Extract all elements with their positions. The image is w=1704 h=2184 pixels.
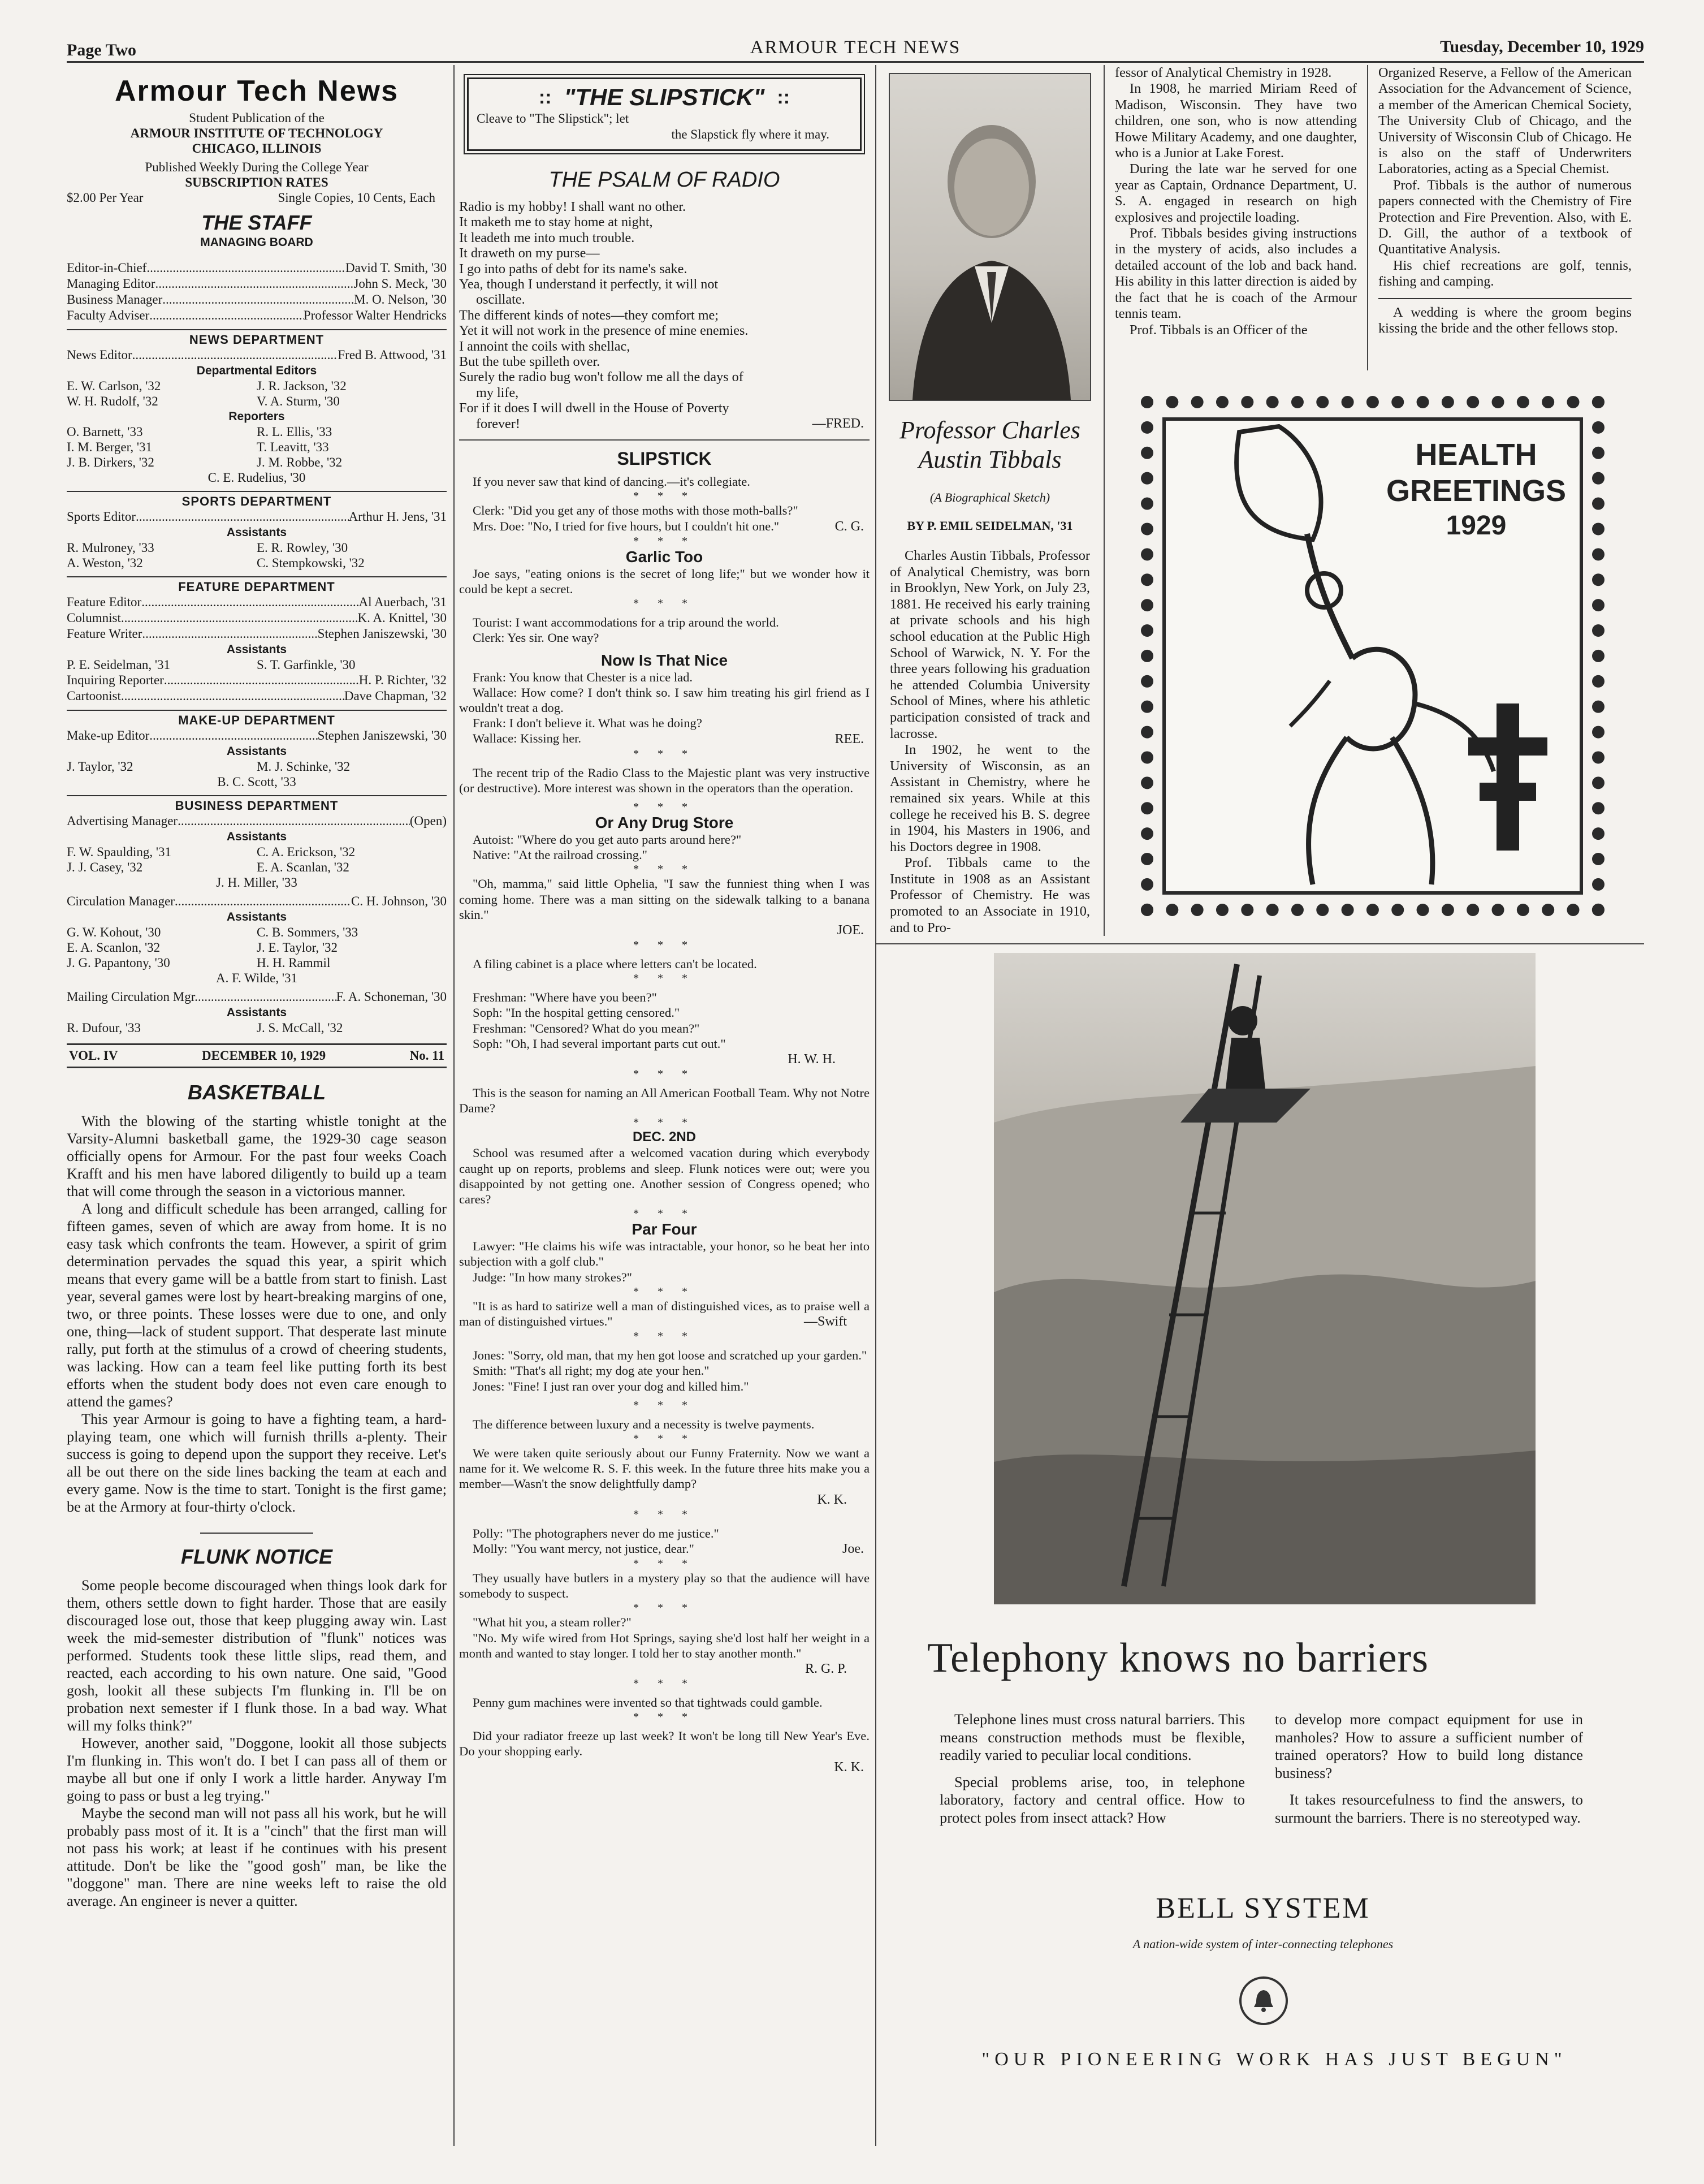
staff-row: News Editor ..... Fred B. Attwood, '31 <box>67 347 447 363</box>
flunk-heading: FLUNK NOTICE <box>181 1545 332 1568</box>
column-divider <box>1104 65 1105 936</box>
section-rule <box>459 439 870 441</box>
sub-heading: Assistants <box>226 526 287 539</box>
slipstick-column: :: "THE SLIPSTICK" :: Cleave to "The Slipstick"; let the Slapstick fly where it may. THE PSALM OF RADIO Radio is my hobby! I shall want no other. It maketh me to stay home at night, It leadeth me into much trouble. It draweth on my purse— I go into paths of debt for its name's sake. Yea, though I understand it perfectly, it will not oscillate. The different kinds of notes—they comfort me; Yet it will not work in the presence of mine enemies. I annoint the coils with shellac, But the tube spilleth over. Surely the radio bug won't follow me all the days of my life, For if it does I will dwell in the House of Poverty forever! —FRED. SLIPSTICK If you never saw that kind of dancing.—it's collegiate. * * * Clerk: "Did you get any of those moths with those moth-balls?" Mrs. Doe: "No, I tried for five hours, but I couldn't hit one." C. G. * * * Garlic Too Joe says, "eating onions is the secret of long life;" but we wonder how it could be kept a secret. * * * Tourist: I want accommodations for a trip around the world. Clerk: Yes sir. One way? Now Is That Nice Frank: You know that Chester is a nice lad. Wallace: How come? I don't think so. I saw him treating his girl friend as I wouldn't treat a dog. Frank: I don't believe it. What was he doing? Wallace: Kissing her. REE. * * * The recent trip of the Radio Class to the Majestic plant was very instructive (or destructive). More interest was shown in the operators than the operation. * * * Or Any Drug Store Autoist: "Where do you get auto parts around here?" Native: "At the railroad crossing." * * * "Oh, mamma," said little Ophelia, "I saw the funniest thing when I was coming home. There was a man sitting on the sidewalk talking to a banana skin." JOE. * * * A filing cabinet is a place where letters can't be located. * * * Freshman: "Where have you been?" Soph: "In the hospital getting censored." Freshman: "Censored? What do you mean?" Soph: "Oh, I had several important parts cut out." H. W. H. * * * This is the season for naming an All American Football Team. Why not Notre Dame? * * * DEC. 2ND School was resumed after a welcomed vacation during which everybody caught up on reports, problems and sleep. Flunk notices were out; were you disappointed by not getting one. Another session of Congress opened; who cares? * * * Par Four Lawyer: "He claims his wife was intractable, your honor, so he beat her into subjection with a golf club." Judge: "In how many strokes?" * * * "It is as hard to satirize well a man of distinguished vices, as to praise well a man of distinguished virtues." —Swift * * * Jones: "Sorry, old man, that my hen got loose and scratched up your garden." Smith: "That's all right; my dog ate your hen." Jones: "Fine! I just ran over your dog and killed him." * * * The difference between luxury and a necessity is twelve payments. * * * We were taken quite seriously about our Funny Fraternity. Now we want a name for it. We welcome R. S. F. this week. In the future three hits make you a member—Wasn't the snow delightfully damp? K. K. * * * Polly: "The photographers never do me justice." Molly: "You want mercy, not justice, dear." Joe. * * * They usually have butlers in a mystery play so that the audience will have somebody to suspect. * * * "What hit you, a steam roller?" "No. My wife wired from Hot Springs, saying she'd lost half her weight in a month and wanted to stay longer. I told her to stay another month." R. G. P. * * * Penny gum machines were invented so that tightwads could gamble. * * * Did your radiator freeze up last week? It won't be long till New Year's Eve. Do your shopping early. K. K. <box>459 65 870 2146</box>
biography-end: Organized Reserve, a Fellow of the American Association for the Advancement of Science, a member of the American Chemical Society, The University Club of Chicago, and the University of Wisconsin Club of Chicago. He is also on the staff of Underwriters Laboratories, acting as a Special Chemist. Prof. Tibbals is the author of numerous papers connected with the Chemistry of Fire Protection and Fire Prevention. Also, with E. D. Gill, the author of a textbook of Quantitative Analysis. His chief recreations are golf, tennis, fishing and camping. A wedding is where the groom begins kissing the bride and the other fellows stop. <box>1378 65 1632 336</box>
staff-single: J. H. Miller, '33 <box>216 875 297 890</box>
flunk-paragraph: Maybe the second man will not pass all his work, but he will probably pass most of it. It is a "cinch" that the first man will not pass his work; at least if he continues with his present attitude. Don't be like the "good gosh" man, be like the "doggone" man. There are nine weeks left to raise the old average. An engineer is never a quitter. <box>67 1805 447 1909</box>
staff-heading: THE STAFF <box>201 211 312 234</box>
bell-icon <box>1249 1987 1278 2015</box>
masthead-title: Armour Tech News <box>114 75 399 107</box>
psalm-poem: Radio is my hobby! I shall want no other. It maketh me to stay home at night, It leadeth me into much trouble. It draweth on my purse— I go into paths of debt for its name's sake. Yea, though I understand it perfectly, it will not oscillate. The different kinds of notes—they comfort me; Yet it will not work in the presence of mine enemies. I annoint the coils with shellac, But the tube spilleth over. Surely the radio bug won't follow me all the days of my life, For if it does I will dwell in the House of Poverty forever! —FRED. <box>459 199 864 431</box>
sub-heading: Reporters <box>228 410 285 423</box>
page-number: Page Two <box>67 41 137 59</box>
sub-heading: Departmental Editors <box>196 364 317 377</box>
sub-heading: Assistants <box>226 1006 287 1019</box>
staff-row: Editor-in-Chief ..... David T. Smith, '30 <box>67 260 447 276</box>
slipstick-box: :: "THE SLIPSTICK" :: Cleave to "The Slipstick"; let the Slapstick fly where it may. <box>467 77 862 151</box>
slipstick-title: "THE SLIPSTICK" <box>564 84 765 110</box>
staff-pair: P. E. Seidelman, '31 S. T. Garfinkle, '30 <box>67 658 356 672</box>
basketball-paragraph: A long and difficult schedule has been arranged, calling for fifteen games, seven of which are away from home. It is no easy task which confronts the team. However, a spirit of grim determination pervades the squad this year, a spirit which means that every game will be a battle from start to finish. Last year, several games were lost by heart-breaking margins of one, two, or three points. These losses were due to one, and only one, thing—lack of student support. That desperate last minute rally, put forth at the stimulus of a crowd of cheering students, was lacking. How can a team feel like putting forth its best efforts when the student body does not even care enough to attend the games? <box>67 1201 447 1410</box>
wedding-quip: A wedding is where the groom begins kissing the bride and the other fellows stop. <box>1378 304 1632 336</box>
staff-pair: R. Dufour, '33 J. S. McCall, '32 <box>67 1021 343 1035</box>
staff-pair: E. W. Carlson, '32 J. R. Jackson, '32 <box>67 379 347 393</box>
section-rule <box>200 1533 313 1534</box>
staff-row: Business Manager ..... M. O. Nelson, '30 <box>67 292 447 308</box>
staff-pair: J. J. Casey, '32 E. A. Scanlan, '32 <box>67 860 349 874</box>
staff-row: Columnist ..... K. A. Knittel, '30 <box>67 610 447 626</box>
ad-illustration <box>994 953 1536 1604</box>
page-header <box>67 35 1644 60</box>
staff-row: Sports Editor ..... Arthur H. Jens, '31 <box>67 509 447 525</box>
bell-system-tagline: A nation-wide system of inter-connecting telephones <box>1132 1937 1394 1951</box>
basketball-heading: BASKETBALL <box>188 1081 326 1104</box>
header-rule <box>67 61 1644 63</box>
slipstick-heading: SLIPSTICK <box>617 448 712 469</box>
dept-heading: NEWS DEPARTMENT <box>67 329 447 347</box>
flunk-paragraph: However, another said, "Doggone, lookit all those subjects I'm flunking in. This won't do. I bet I can pass all of them or maybe all but one if only I work a little harder. Anyway I'm going to pass or bust a leg trying." <box>67 1735 447 1804</box>
bell-system-brand: BELL SYSTEM <box>1156 1892 1370 1924</box>
pub-line: CHICAGO, ILLINOIS <box>192 141 322 156</box>
pub-line: Student Publication of the <box>189 111 325 125</box>
issue-date: Tuesday, December 10, 1929 <box>1440 37 1644 56</box>
staff-row: Feature Editor ..... Al Auerbach, '31 <box>67 594 447 610</box>
bio-byline: BY P. EMIL SEIDELMAN, '31 <box>907 519 1073 533</box>
pub-line: ARMOUR INSTITUTE OF TECHNOLOGY <box>130 126 383 140</box>
column-divider <box>453 65 455 2146</box>
bell-logo-icon <box>1239 1976 1288 2025</box>
portrait-photo <box>889 73 1091 401</box>
column-divider <box>875 65 876 2146</box>
biography-column <box>882 65 1098 936</box>
staff-pair: E. A. Scanlon, '32 J. E. Taylor, '32 <box>67 940 338 955</box>
staff-single: B. C. Scott, '33 <box>217 775 296 789</box>
staff-row: Faculty Adviser ..... Professor Walter Hendricks <box>67 308 447 323</box>
bio-paragraph: Prof. Tibbals came to the Institute in 1908 as an Assistant Professor of Chemistry. He was promoted to an Associate in 1910, and to Pro- <box>890 855 1090 935</box>
dept-heading: MAKE-UP DEPARTMENT <box>67 710 447 728</box>
bio-subtitle: (A Biographical Sketch) <box>929 490 1050 504</box>
basketball-paragraph: This year Armour is going to have a fighting team, a hard-playing team, one which will furnish thrills a-plenty. Their success is going to depend upon the support they receive. Let's all be out there on the side lines backing the team at each and every game. Now is the time to start. Tonight is the first game; be at the Armory at four-thirty o'clock. <box>67 1411 447 1515</box>
sub-heading: Assistants <box>226 910 287 923</box>
subscription-rates: $2.00 Per Year Single Copies, 10 Cents, Each <box>67 191 435 205</box>
dept-heading: SPORTS DEPARTMENT <box>67 491 447 509</box>
sub-heading: Assistants <box>226 643 287 656</box>
staff-pair: F. W. Spaulding, '31 C. A. Erickson, '32 <box>67 845 356 859</box>
ad-top-rule <box>875 943 1644 944</box>
masthead-small: ARMOUR TECH NEWS <box>750 37 961 58</box>
board-heading: MANAGING BOARD <box>200 236 313 249</box>
basketball-paragraph: With the blowing of the starting whistle tonight at the Varsity-Alumni basketball game, the 1929-30 cage season officially opens for Armour. For the past four weeks Coach Krafft and his men have labored diligently to build up a team that will come through the season in a victorious manner. <box>67 1113 447 1199</box>
ad-left-column: Telephone lines must cross natural barriers. This means construction methods must be flexible, readily varied to peculiar local conditions. Special problems arise, too, in telephone laboratory, factory and central office. How to protect poles from insect attack? How <box>940 1711 1245 1826</box>
seal-text: HEALTH GREETINGS 1929 <box>1386 438 1566 541</box>
staff-pair: A. Weston, '32 C. Stempkowski, '32 <box>67 556 365 570</box>
staff-pair: R. Mulroney, '33 E. R. Rowley, '30 <box>67 541 348 555</box>
staff-pair: O. Barnett, '33 R. L. Ellis, '33 <box>67 425 332 439</box>
staff-single: C. E. Rudelius, '30 <box>207 471 306 485</box>
flunk-paragraph: Some people become discouraged when things look dark for them, others settle down to fight harder. Those that are easily discouraged lose out, those that keep plugging away win. Last week the mid-semester distribution of "flunk" notices was performed. Students took these little slips, read them, and reacted, each according to his own nature. One said, "Good gosh, lookit all these subjects I'm flunking in. I'll be on probation next semester if I flunk those. In a bad way. What will my folks think?" <box>67 1577 447 1734</box>
masthead-column <box>67 65 447 2146</box>
staff-row: Feature Writer ..... Stephen Janiszewski, '30 <box>67 626 447 642</box>
portrait-illustration <box>890 74 1090 400</box>
staff-pair: W. H. Rudolf, '32 V. A. Sturm, '30 <box>67 394 340 408</box>
column-divider <box>1367 65 1368 370</box>
staff-pair: J. G. Papantony, '30 H. H. Rammil <box>67 956 331 970</box>
ad-headline: Telephony knows no barriers <box>927 1635 1429 1681</box>
bio-paragraph: In 1902, he went to the University of Wisconsin, as an Assistant in Chemistry, where he remained six years. While at this college he received his B. S. degree in 1904, his Masters in 1906, and his Doctors degree in 1908. <box>890 742 1090 854</box>
staff-row: Circulation Manager ..... C. H. Johnson, '30 <box>67 894 447 909</box>
pub-line: Published Weekly During the College Year <box>145 160 369 174</box>
staff-single: A. F. Wilde, '31 <box>215 971 298 985</box>
sub-heading: Assistants <box>226 745 287 758</box>
psalm-heading: THE PSALM OF RADIO <box>548 168 780 192</box>
staff-row: Cartoonist ..... Dave Chapman, '32 <box>67 688 447 704</box>
staff-row: Managing Editor ..... John S. Meck, '30 <box>67 276 447 292</box>
christmas-seal <box>1141 396 1604 916</box>
ad-slogan: "OUR PIONEERING WORK HAS JUST BEGUN" <box>981 2049 1567 2070</box>
bio-paragraph: Charles Austin Tibbals, Professor of Analytical Chemistry, was born in Brooklyn, New York, on July 23, 1881. He received his early training at private schools and his high school education at the Public High School of Warwick, N. Y. For the three years following his graduation he attended Columbia University School of Mines, where his athletic participation consisted of track and lacrosse. <box>890 548 1090 741</box>
pub-line: SUBSCRIPTION RATES <box>185 175 328 189</box>
bell-system-ad <box>882 950 1644 2149</box>
staff-pair: I. M. Berger, '31 T. Leavitt, '33 <box>67 440 329 454</box>
staff-pair: J. B. Dirkers, '32 J. M. Robbe, '32 <box>67 455 343 469</box>
staff-row: Make-up Editor ..... Stephen Janiszewski, '30 <box>67 728 447 744</box>
staff-row: Advertising Manager ..... (Open) <box>67 813 447 829</box>
dept-heading: BUSINESS DEPARTMENT <box>67 795 447 813</box>
staff-row: Mailing Circulation Mgr. ..... F. A. Schoneman, '30 <box>67 989 447 1005</box>
dept-heading: FEATURE DEPARTMENT <box>67 576 447 594</box>
volume-bar: VOL. IV DECEMBER 10, 1929 No. 11 <box>67 1043 447 1068</box>
staff-pair: J. Taylor, '32 M. J. Schinke, '32 <box>67 759 351 774</box>
section-rule <box>1378 298 1632 299</box>
biography-continued: fessor of Analytical Chemistry in 1928. In 1908, he married Miriam Reed of Madison, Wisconsin. They have two children, one son, who is now attending Howe Military Academy, and one daughter, who is a Junior at Lake Forest. During the late war he served for one year as Captain, Ordnance Department, U. S. A. engaged in research on high explosives and projectile loading. Prof. Tibbals besides giving instructions in the mystery of acids, also includes a detailed account of the lob and back hand. His ability in this latter direction is aided by the fact that he is coach of the Armour tennis team. Prof. Tibbals is an Officer of the <box>1115 65 1357 338</box>
sub-heading: Assistants <box>226 830 287 843</box>
staff-pair: G. W. Kohout, '30 C. B. Sommers, '33 <box>67 925 358 939</box>
lineman-on-pole-icon <box>994 953 1536 1604</box>
staff-row: Inquiring Reporter ..... H. P. Richter, '32 <box>67 672 447 688</box>
bio-title: Professor Charles Austin Tibbals <box>899 416 1080 473</box>
ad-right-column: to develop more compact equipment for use in manholes? How to assure a sufficient number of trained operators? How to build long distance business? It takes resourcefulness to find the answers, to surmount the barriers. There is no stereotyped way. <box>1275 1711 1583 1826</box>
